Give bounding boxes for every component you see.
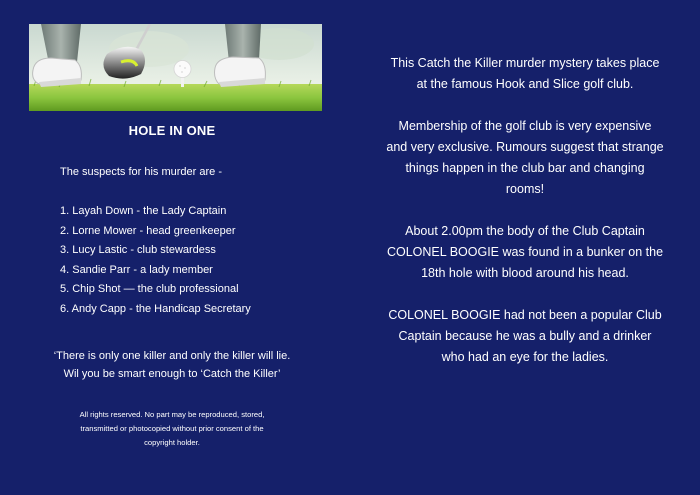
story-paragraph-intro — [365, 53, 685, 95]
story-paragraph-membership — [365, 116, 685, 200]
copyright-line: All rights reserved. No part may be reproduced, stored, — [79, 410, 265, 419]
killer-quote — [22, 347, 322, 383]
text-line: things happen in the club bar and changing — [405, 161, 645, 175]
text-line: rooms! — [505, 182, 545, 196]
story-paragraph-victim — [365, 305, 685, 368]
quote-line: Wil you be smart enough to ‘Catch the Killer’ — [63, 368, 281, 380]
suspect-list — [60, 202, 251, 319]
copyright-line: transmitted or photocopied without prior consent of the — [80, 424, 264, 433]
copyright-notice — [52, 408, 292, 450]
story-text — [365, 53, 685, 389]
list-item: 4. Sandie Parr - a lady member — [60, 263, 213, 276]
text-line: who had an eye for the ladies. — [441, 350, 609, 364]
text-line: About 2.00pm the body of the Club Captain — [405, 224, 645, 238]
suspects-intro: The suspects for his murder are - — [60, 166, 223, 178]
story-paragraph-body-found — [365, 221, 685, 284]
text-line: and very exclusive. Rumours suggest that strange — [386, 140, 664, 154]
text-line: COLONEL BOOGIE was found in a bunker on the — [386, 245, 664, 259]
text-line: Captain because he was a bully and a drinker — [398, 329, 652, 343]
list-item: 6. Andy Capp - the Handicap Secretary — [60, 302, 251, 315]
list-item: 5. Chip Shot — the club professional — [60, 283, 239, 295]
list-item: 1. Layah Down - the Lady Captain — [60, 205, 227, 217]
page-title: HOLE IN ONE — [128, 123, 216, 138]
text-line: 18th hole with blood around his head. — [421, 266, 629, 280]
text-line: Membership of the golf club is very expensive — [398, 119, 652, 133]
text-line: COLONEL BOOGIE had not been a popular Club — [388, 308, 662, 322]
golf-club-icon — [29, 24, 322, 111]
quote-line: ‘There is only one killer and only the killer will lie. — [53, 350, 291, 362]
copyright-line: copyright holder. — [144, 438, 200, 447]
text-line: This Catch the Killer murder mystery takes place — [390, 56, 660, 70]
text-line: at the famous Hook and Slice golf club. — [416, 77, 634, 91]
golf-photo — [29, 24, 322, 111]
list-item: 3. Lucy Lastic - club stewardess — [60, 244, 216, 256]
list-item: 2. Lorne Mower - head greenkeeper — [60, 224, 236, 237]
